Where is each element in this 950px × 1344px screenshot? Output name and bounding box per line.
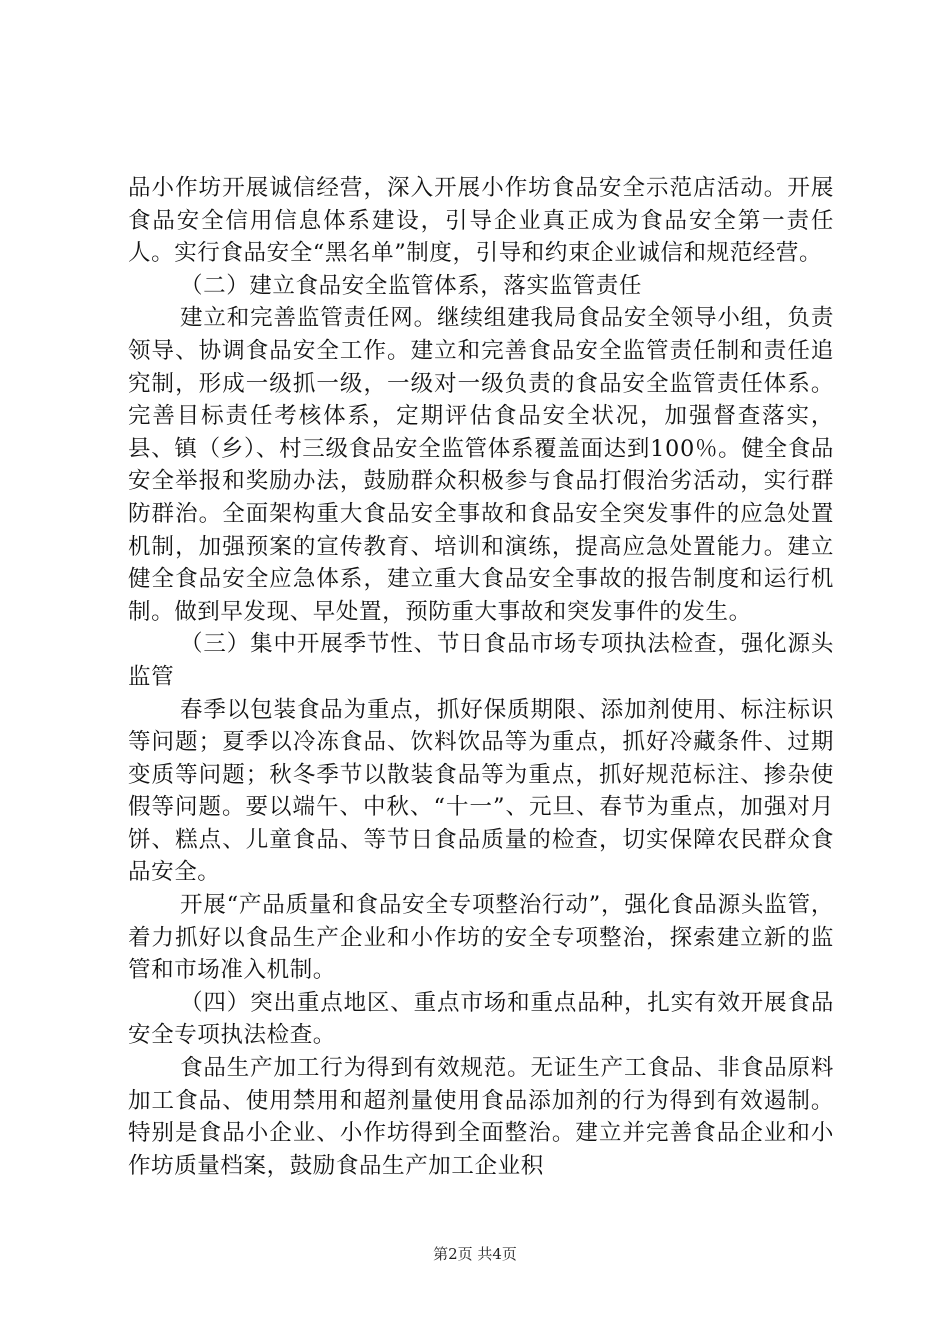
- paragraph: 品小作坊开展诚信经营，深入开展小作坊食品安全示范店活动。开展食品安全信用信息体系建设，引导企业真正成为食品安全第一责任人。实行食品安全“黑名单”制度，引导和约束企业诚信和规范经营。: [128, 175, 834, 267]
- section-heading: （四）突出重点地区、重点市场和重点品种，扎实有效开展食品安全专项执法检查。: [128, 989, 834, 1049]
- section-heading: （二）建立食品安全监管体系，落实监管责任: [180, 272, 643, 299]
- section-heading: （三）集中开展季节性、节日食品市场专项执法检查，强化源头监管: [128, 631, 834, 690]
- document-body: [128, 172, 834, 1182]
- paragraph: 食品生产加工行为得到有效规范。无证生产工食品、非食品原料加工食品、使用禁用和超剂量使用食品添加剂的行为得到有效遏制。特别是食品小企业、小作坊得到全面整治。建立并完善食品企业和小作坊质量档案，鼓励食品生产加工企业积: [128, 1055, 834, 1179]
- page-number-footer: 第2页 共4页: [433, 1245, 517, 1263]
- paragraph: 建立和完善监管责任网。继续组建我局食品安全领导小组，负责领导、协调食品安全工作。建立和完善食品安全监管责任制和责任追究制，形成一级抓一级，一级对一级负责的食品安全监管责任体系。完善目标责任考核体系，定期评估食品安全状况，加强督查落实，县、镇（乡）、村三级食品安全监管体系覆盖面达到100％。健全食品安全举报和奖励办法，鼓励群众积极参与食品打假治劣活动，实行群防群治。全面架构重大食品安全事故和食品安全突发事件的应急处置机制，加强预案的宣传教育、培训和演练，提高应急处置能力。建立健全食品安全应急体系，建立重大食品安全事故的报告制度和运行机制。做到早发现、早处置，预防重大事故和突发事件的发生。: [128, 305, 834, 625]
- paragraph: 春季以包装食品为重点，抓好保质期限、添加剂使用、标注标识等问题；夏季以冷冻食品、饮料饮品等为重点，抓好冷藏条件、过期变质等问题；秋冬季节以散装食品等为重点，抓好规范标注、掺杂使假等问题。要以端午、中秋、“十一”、元旦、春节为重点，加强对月饼、糕点、儿童食品、等节日食品质量的检查，切实保障农民群众食品安全。: [128, 696, 834, 886]
- paragraph: 开展“产品质量和食品安全专项整治行动”，强化食品源头监管，着力抓好以食品生产企业和小作坊的安全专项整治，探索建立新的监管和市场准入机制。: [128, 892, 834, 984]
